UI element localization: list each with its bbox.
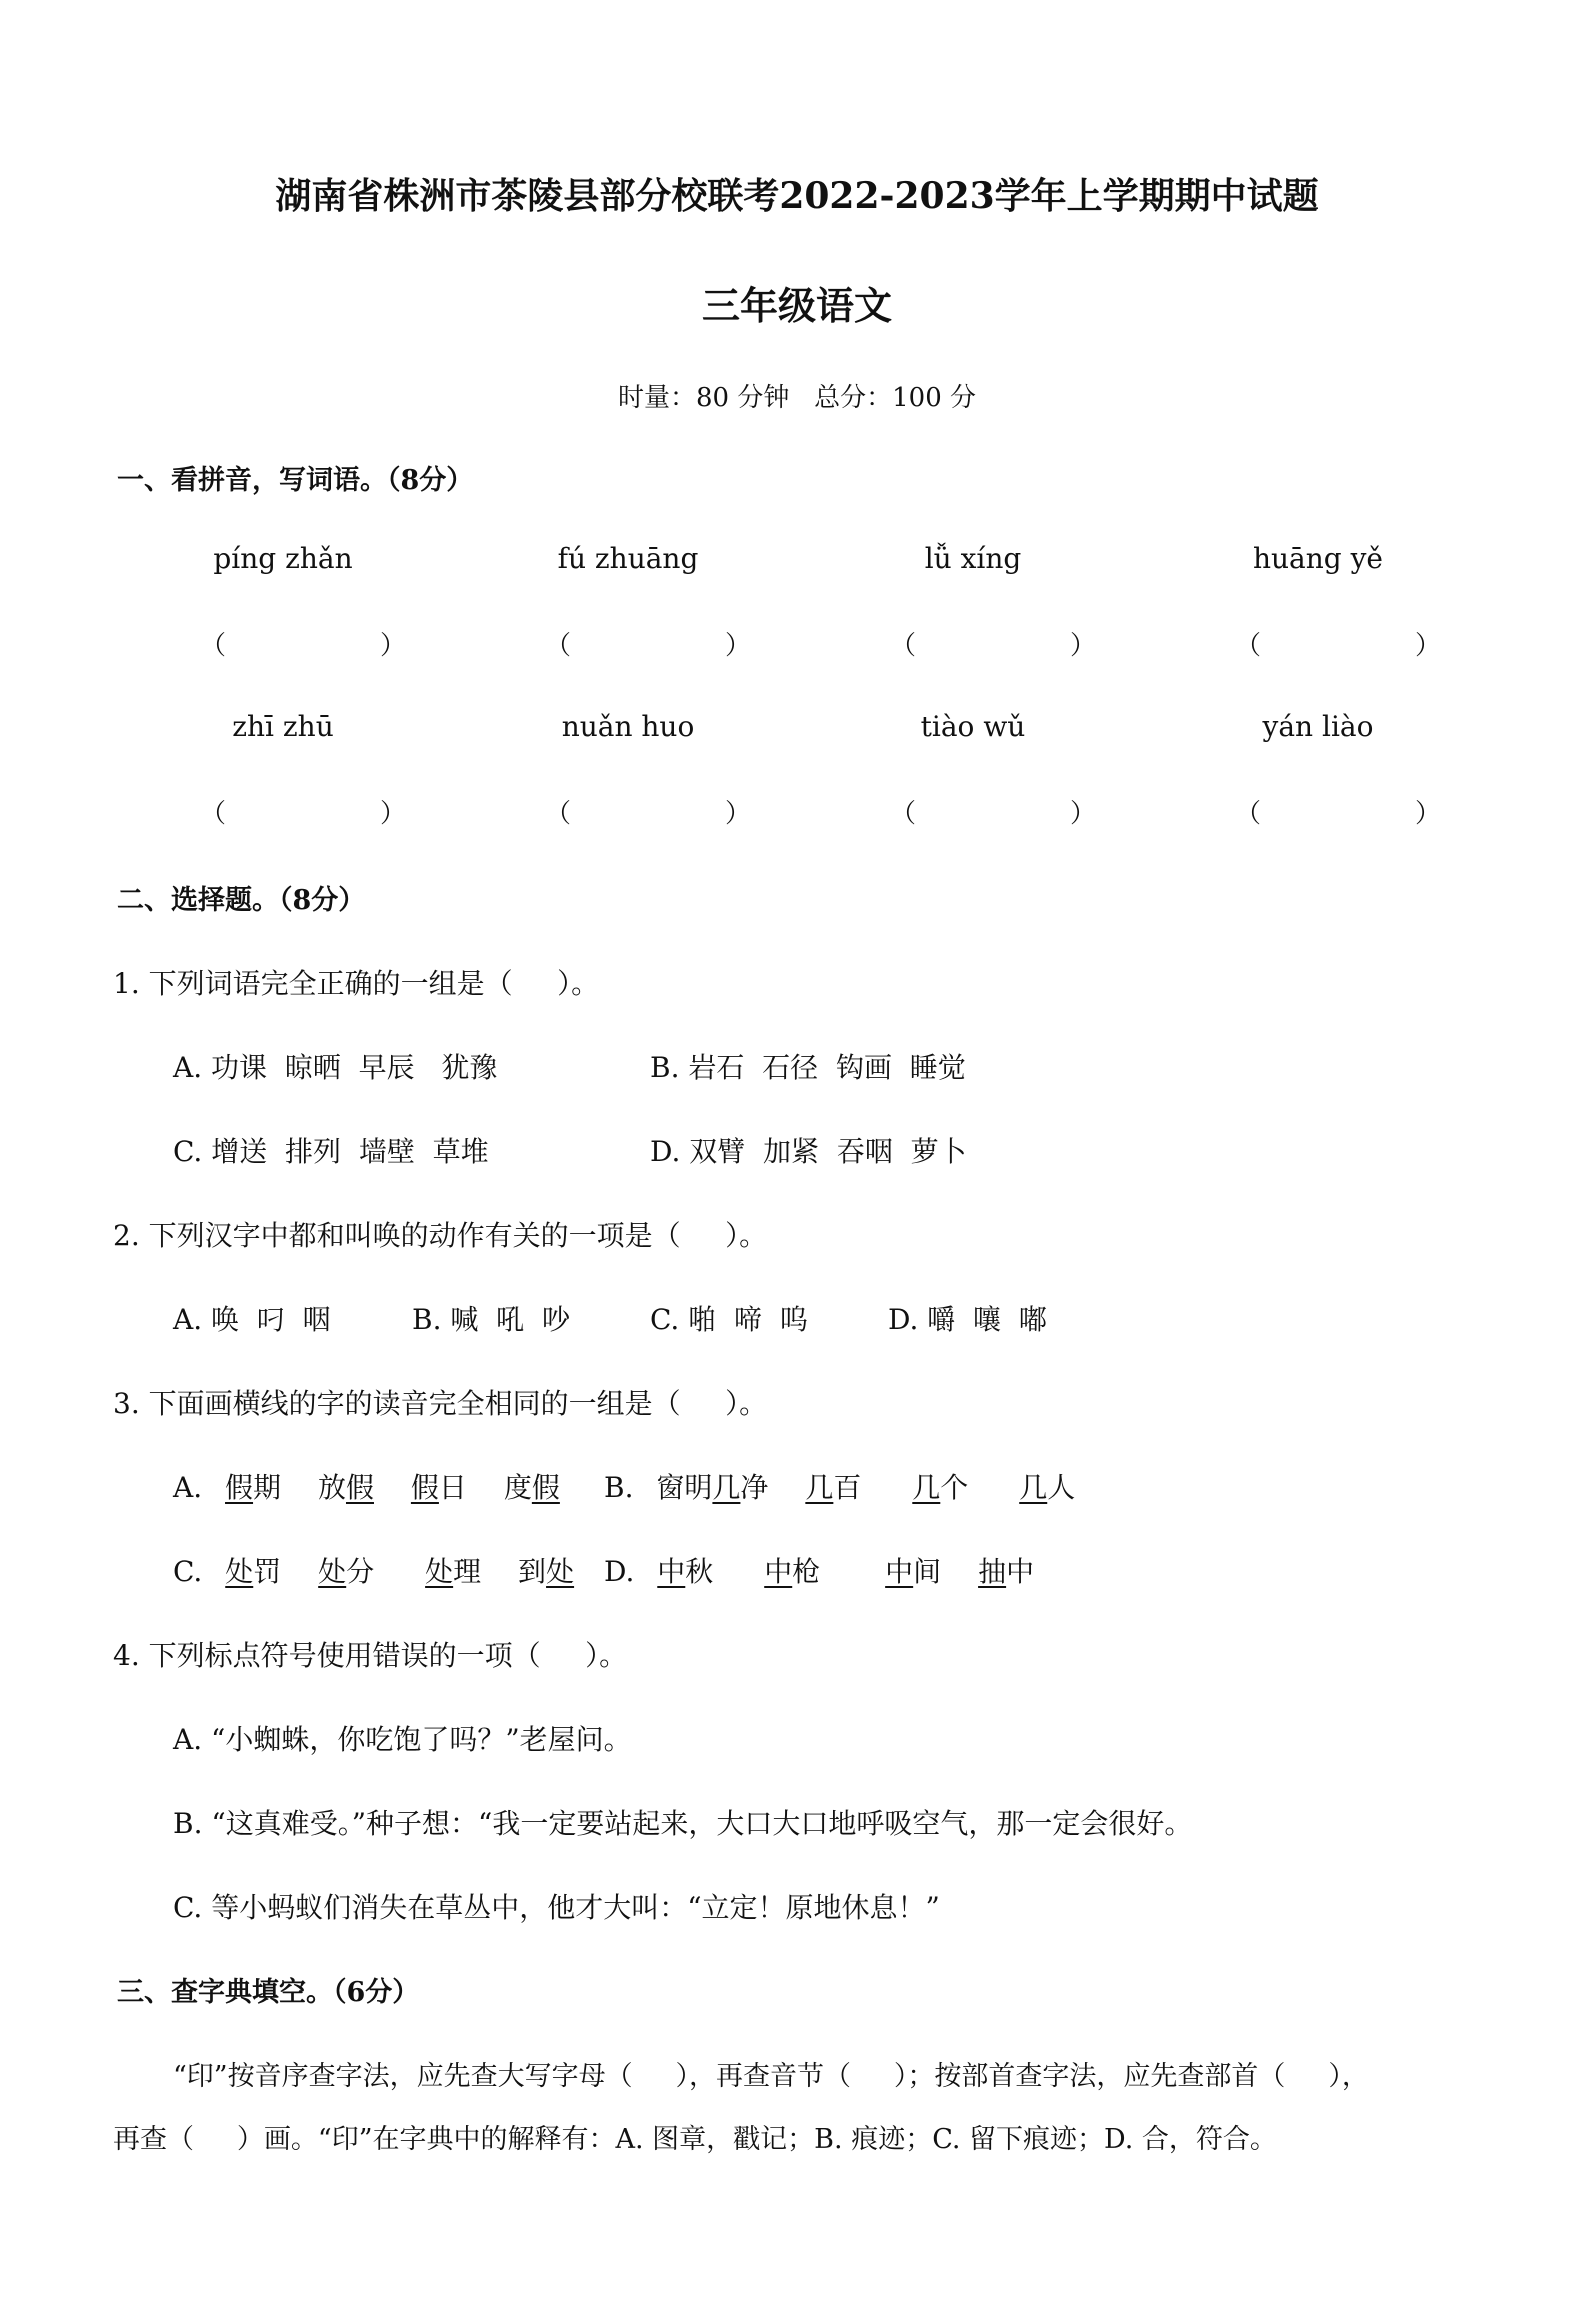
q1-option-a[interactable]: A. 功课 晾晒 早辰 犹豫 [173,1051,498,1084]
exam-subtitle: 三年级语文 [701,283,892,328]
section-3-line-2: 再查（ ）画。“印”在字典中的解释有：A. 图章，戳记；B. 痕迹；C. 留下痕迹；D. 合，符合。 [113,2124,1277,2155]
question-1-stem: 1. 下列词语完全正确的一组是（ ）。 [113,967,600,1000]
question-3-stem: 3. 下面画横线的字的读音完全相同的一组是（ ）。 [113,1387,768,1420]
question-2-stem: 2. 下列汉字中都和叫唤的动作有关的一项是（ ）。 [113,1219,768,1252]
q3-option-b[interactable]: B. 窗明几净 几百 几个 几人 [604,1471,1076,1504]
section-1-heading: 一、看拼音，写词语。（8分） [117,465,474,496]
exam-meta: 时量：80 分钟 总分：100 分 [617,383,977,413]
q2-option-a[interactable]: A. 唤 叼 咽 [173,1303,331,1336]
pinyin-word: zhī zhū [232,710,334,743]
q4-option-a[interactable]: A. “小蜘蛛，你吃饱了吗？”老屋问。 [173,1723,632,1756]
pinyin-word: nuǎn huo [561,710,695,743]
q3-option-c[interactable]: C. 处罚 处分 处理 到处 [173,1555,575,1588]
pinyin-word: fú zhuāng [557,542,699,575]
q2-option-c[interactable]: C. 啪 啼 呜 [650,1303,808,1336]
pinyin-word: tiào wǔ [920,710,1026,743]
exam-title: 湖南省株洲市茶陵县部分校联考2022-2023学年上学期期中试题 [275,175,1319,217]
q3-option-a[interactable]: A. 假期 放假 假日 度假 [173,1471,560,1504]
pinyin-word: yán liào [1262,710,1374,743]
q1-option-b[interactable]: B. 岩石 石径 钩画 睡觉 [650,1051,966,1084]
pinyin-word: huāng yě [1252,542,1383,575]
section-3-line-1: “印”按音序查字法，应先查大写字母（ ），再查音节（ ）；按部首查字法，应先查部首（ ）， [173,2061,1369,2092]
q3-option-d[interactable]: D. 中秋 中枪 中间 抽中 [604,1555,1035,1588]
q1-option-d[interactable]: D. 双臂 加紧 吞咽 萝卜 [650,1135,967,1168]
pinyin-word: lǚ xíng [924,542,1022,575]
exam-page: 湖南省株洲市茶陵县部分校联考2022-2023学年上学期期中试题 三年级语文 时量：80 分钟 总分：100 分 一、看拼音，写词语。（8分） píng zhǎn fú zhuāng lǚ xíng huāng yě （ ） （ ） （ ） （ ） zhī zhū nuǎn huo tiào wǔ yán liào （ ） （ ） （ ） （ ） 二、选择题。（8分） 1. 下列词语完全正确的一组是（ ）。 A. 功课 晾晒 早辰 犹豫 B. 岩石 石径 钩画 睡觉 C. 增送 排列 墙壁 草堆 D. 双臂 加紧 吞咽 萝卜 2. 下列汉字中都和叫唤的动作有关的一项是（ ）。 A. 唤 叼 咽 B. 喊 吼 吵 C. 啪 啼 呜 D. 嚼 嚷 嘟 3. 下面画横线的字的读音完全相同的一组是（ ）。 A. 假期 放假 假日 度假 B. 窗明几净 几百 几个 几人 C. 处罚 处分 处理 到处 D. 中秋 中枪 中间 抽中 4. 下列标点符号使用错误的一项（ ）。 A. “小蜘蛛，你吃饱了吗？”老屋问。 B. “这真难受。”种子想：“我一定要站起来，大口大口地呼吸空气，那一定会很好。 C. 等小蚂蚁们消失在草丛中，他才大叫：“立定！原地休息！” 三、查字典填空。（6分） “印”按音序查字法，应先查大写字母（ ），再查音节（ ）；按部首查字法，应先查部首（ ）， 再查（ ）画。“印”在字典中的解释有：A. 图章，戳记；B. 痕迹；C. 留下痕迹；D. 合，符合。 [0,0,1594,2303]
section-3-heading: 三、查字典填空。（6分） [117,1977,420,2008]
section-2-heading: 二、选择题。（8分） [117,885,366,916]
q4-option-b[interactable]: B. “这真难受。”种子想：“我一定要站起来，大口大口地呼吸空气，那一定会很好。 [173,1807,1193,1840]
q2-option-d[interactable]: D. 嚼 嚷 嘟 [888,1303,1047,1336]
q4-option-c[interactable]: C. 等小蚂蚁们消失在草丛中，他才大叫：“立定！原地休息！” [173,1891,940,1924]
q2-option-b[interactable]: B. 喊 吼 吵 [412,1303,570,1336]
question-4-stem: 4. 下列标点符号使用错误的一项（ ）。 [113,1639,628,1672]
pinyin-word: píng zhǎn [213,542,353,575]
q1-option-c[interactable]: C. 增送 排列 墙壁 草堆 [173,1135,489,1168]
